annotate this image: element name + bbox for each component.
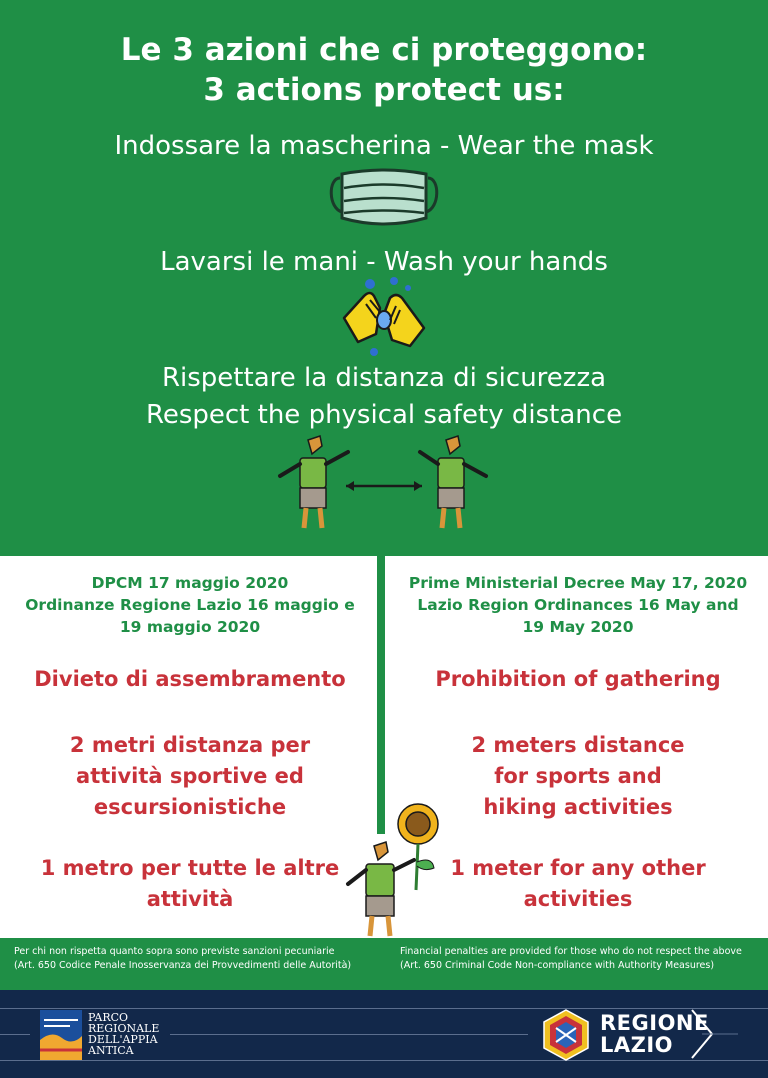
italian-decree: [0, 572, 380, 638]
decree-line: Lazio Region Ordinances 16 May and: [417, 596, 739, 614]
poster-title: [0, 30, 768, 110]
penalty-note-italian: [14, 945, 351, 973]
title-line-2: 3 actions protect us:: [203, 72, 565, 108]
park-name-line: DELL'APPIA: [88, 1033, 158, 1046]
appia-antica-logo-icon: [40, 1010, 82, 1060]
decree-line: Ordinanze Regione Lazio 16 maggio e: [25, 596, 355, 614]
action-distance-label-1: Rispettare la distanza di sicurezza: [161, 363, 607, 393]
penalty-footer: [0, 938, 768, 990]
decree-line: 19 May 2020: [522, 618, 634, 636]
decor-line: [0, 1008, 768, 1009]
action-hands-label: Lavarsi le mani - Wash your hands: [160, 247, 608, 277]
person-sunflower-icon: [342, 798, 452, 940]
park-name-line: REGIONALE: [88, 1022, 160, 1035]
park-name-line: PARCO: [88, 1011, 129, 1024]
person-right-icon: [420, 436, 486, 528]
note-line: (Art. 650 Codice Penale Inosservanza dei Provvedimenti delle Autorità): [14, 960, 352, 971]
rule-gathering: Divieto di assembramento: [34, 667, 346, 691]
action-distance-label-2: Respect the physical safety distance: [145, 400, 623, 430]
rule-line: for sports and: [494, 764, 662, 788]
title-line-1: Le 3 azioni che ci proteggono:: [120, 32, 648, 68]
rule-line: 2 metri distanza per: [69, 733, 311, 757]
rule-line: escursionistiche: [93, 795, 287, 819]
rule-line: activities: [523, 887, 633, 911]
rule-other-distance: [0, 853, 380, 915]
column-divider: [377, 556, 385, 834]
rule-line: attività sportive ed: [76, 764, 304, 788]
note-line: Per chi non rispetta quanto sopra sono previste sanzioni pecuniarie: [14, 946, 335, 957]
social-distancing-icon: [274, 434, 494, 534]
rule-line: 1 metro per tutte le altre: [40, 856, 340, 880]
region-name-line: LAZIO: [600, 1033, 674, 1057]
park-name-line: ANTICA: [88, 1044, 134, 1057]
hand-washing-icon: [336, 274, 432, 360]
decor-line: [0, 1060, 768, 1061]
rule-gathering: Prohibition of gathering: [435, 667, 721, 691]
action-mask-label: Indossare la mascherina - Wear the mask: [114, 131, 654, 161]
park-name: [88, 1012, 159, 1056]
italian-column: [0, 556, 380, 915]
note-line: (Art. 650 Criminal Code Non-compliance with Authority Measures): [400, 960, 715, 971]
logo-bar: [0, 990, 768, 1078]
penalty-note-english: [400, 945, 742, 973]
rule-line: 1 meter for any other: [450, 856, 706, 880]
lazio-emblem-icon: [540, 1008, 592, 1062]
decree-line: 19 maggio 2020: [119, 618, 261, 636]
note-line: Financial penalties are provided for those who do not respect the above: [400, 946, 742, 957]
face-mask-icon: [326, 168, 442, 232]
english-decree: [388, 572, 768, 638]
region-chevron-icon: [690, 1008, 740, 1060]
rule-line: 2 meters distance: [471, 733, 685, 757]
decor-line: [170, 1034, 528, 1035]
decree-line: Prime Ministerial Decree May 17, 2020: [408, 574, 748, 592]
decree-line: DPCM 17 maggio 2020: [91, 574, 289, 592]
rule-line: attività: [146, 887, 234, 911]
region-name-line: REGIONE: [600, 1011, 709, 1035]
rule-sports-distance: [0, 730, 380, 823]
rule-line: hiking activities: [483, 795, 673, 819]
person-left-icon: [280, 436, 348, 528]
sunflower-icon: [398, 804, 438, 890]
decor-line: [0, 1034, 30, 1035]
